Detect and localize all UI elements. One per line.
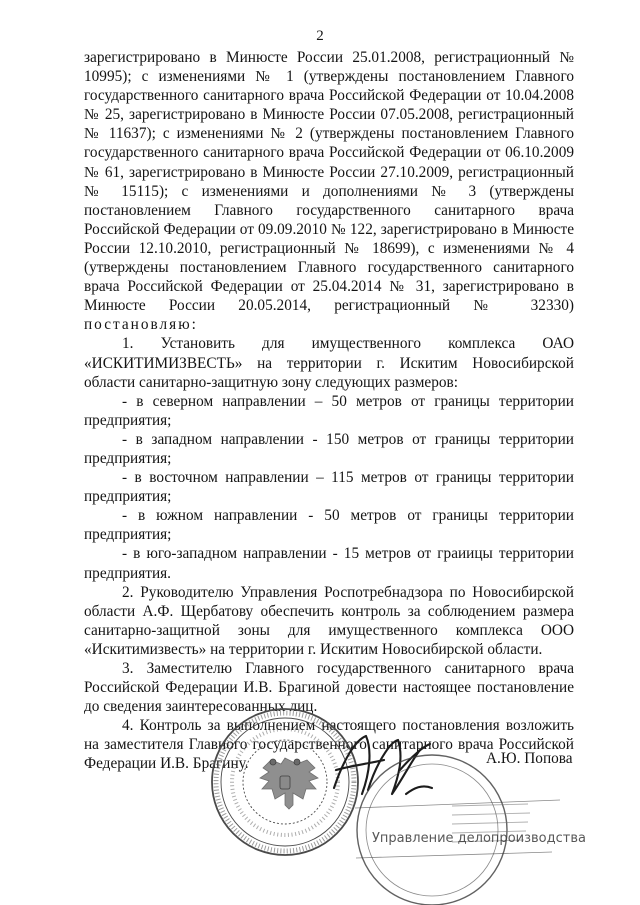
- signatory-name: А.Ю. Попова: [486, 750, 573, 767]
- eagle-emblem-icon: [260, 758, 318, 809]
- item-4: 4. Контроль за выполнением настоящего постановления возложить на заместителя Главного государственного санитарного врача Российской Федерации И.В. Брагину.: [84, 717, 574, 773]
- page-number: 2: [316, 28, 324, 44]
- department-stamp: [355, 755, 560, 905]
- direction-west: - в западном направлении - 150 метров от границы территории предприятия;: [84, 430, 574, 467]
- item-1-intro: 1. Установить для имущественного комплекса ОАО «ИСКИТИМИЗВЕСТЬ» на территории г. Искитим Новосибирской области санитарно-защитную зону следующих размеров:: [84, 335, 574, 391]
- direction-east: - в восточном направлении – 115 метров от границы территории предприятия;: [84, 469, 574, 506]
- direction-south: - в южном направлении - 50 метров от границы территории предприятия;: [84, 507, 574, 544]
- stamp-text: Управление делопроизводства: [372, 831, 586, 846]
- item-3: 3. Заместителю Главного государственного санитарного врача Российской Федерации И.В. Брагиной довести настоящее постановление до сведения заинтересованных лиц.: [84, 660, 574, 716]
- decree-word: постановляю:: [84, 316, 198, 334]
- direction-southwest: - в юго-западном направлении - 15 метров от граиицы территории предприятия.: [84, 545, 574, 582]
- item-2: 2. Руководителю Управления Роспотребнадзора по Новосибирской области А.Ф. Щербатову обеспечить контроль за соблюдением размера санитарно-защитной зоны для имущественного комплекса ООО «Искитимизвесть» на территории г. Искитим Новосибирской области.: [84, 583, 574, 658]
- direction-north: - в северном направлении – 50 метров от границы территории предприятия;: [84, 392, 574, 429]
- preamble-text: зарегистрировано в Минюсте России 25.01.2008, регистрационный № 10995); с изменениями № 1 (утверждены постановлением Главного государственного санитарного врача Российской Федерации от 10.04.2008 № 25, зарегистрировано в Минюсте России 07.05.2008, регистрационный № 11637); с изменениями № 2 (утверждены постановлением Главного государственного санитарного врача Российской Федерации от 06.10.2009 № 61, зарегистрировано в Минюсте России 27.10.2009, регистрационный № 15115); с изменениями и дополнениями № 3 (утверждены постановлением Главного государственного санитарного врача Российской Федерации от 09.09.2010 № 122, зарегистрировано в Минюсте России 12.10.2010, регистрационный № 18699), с изменениями № 4 (утверждены постановлением Главного государственного санитарного врача Российской Федерации от 25.04.2014 № 31, зарегистрировано в Минюсте России 20.05.2014, регистрационный № 32330): [84, 49, 574, 315]
